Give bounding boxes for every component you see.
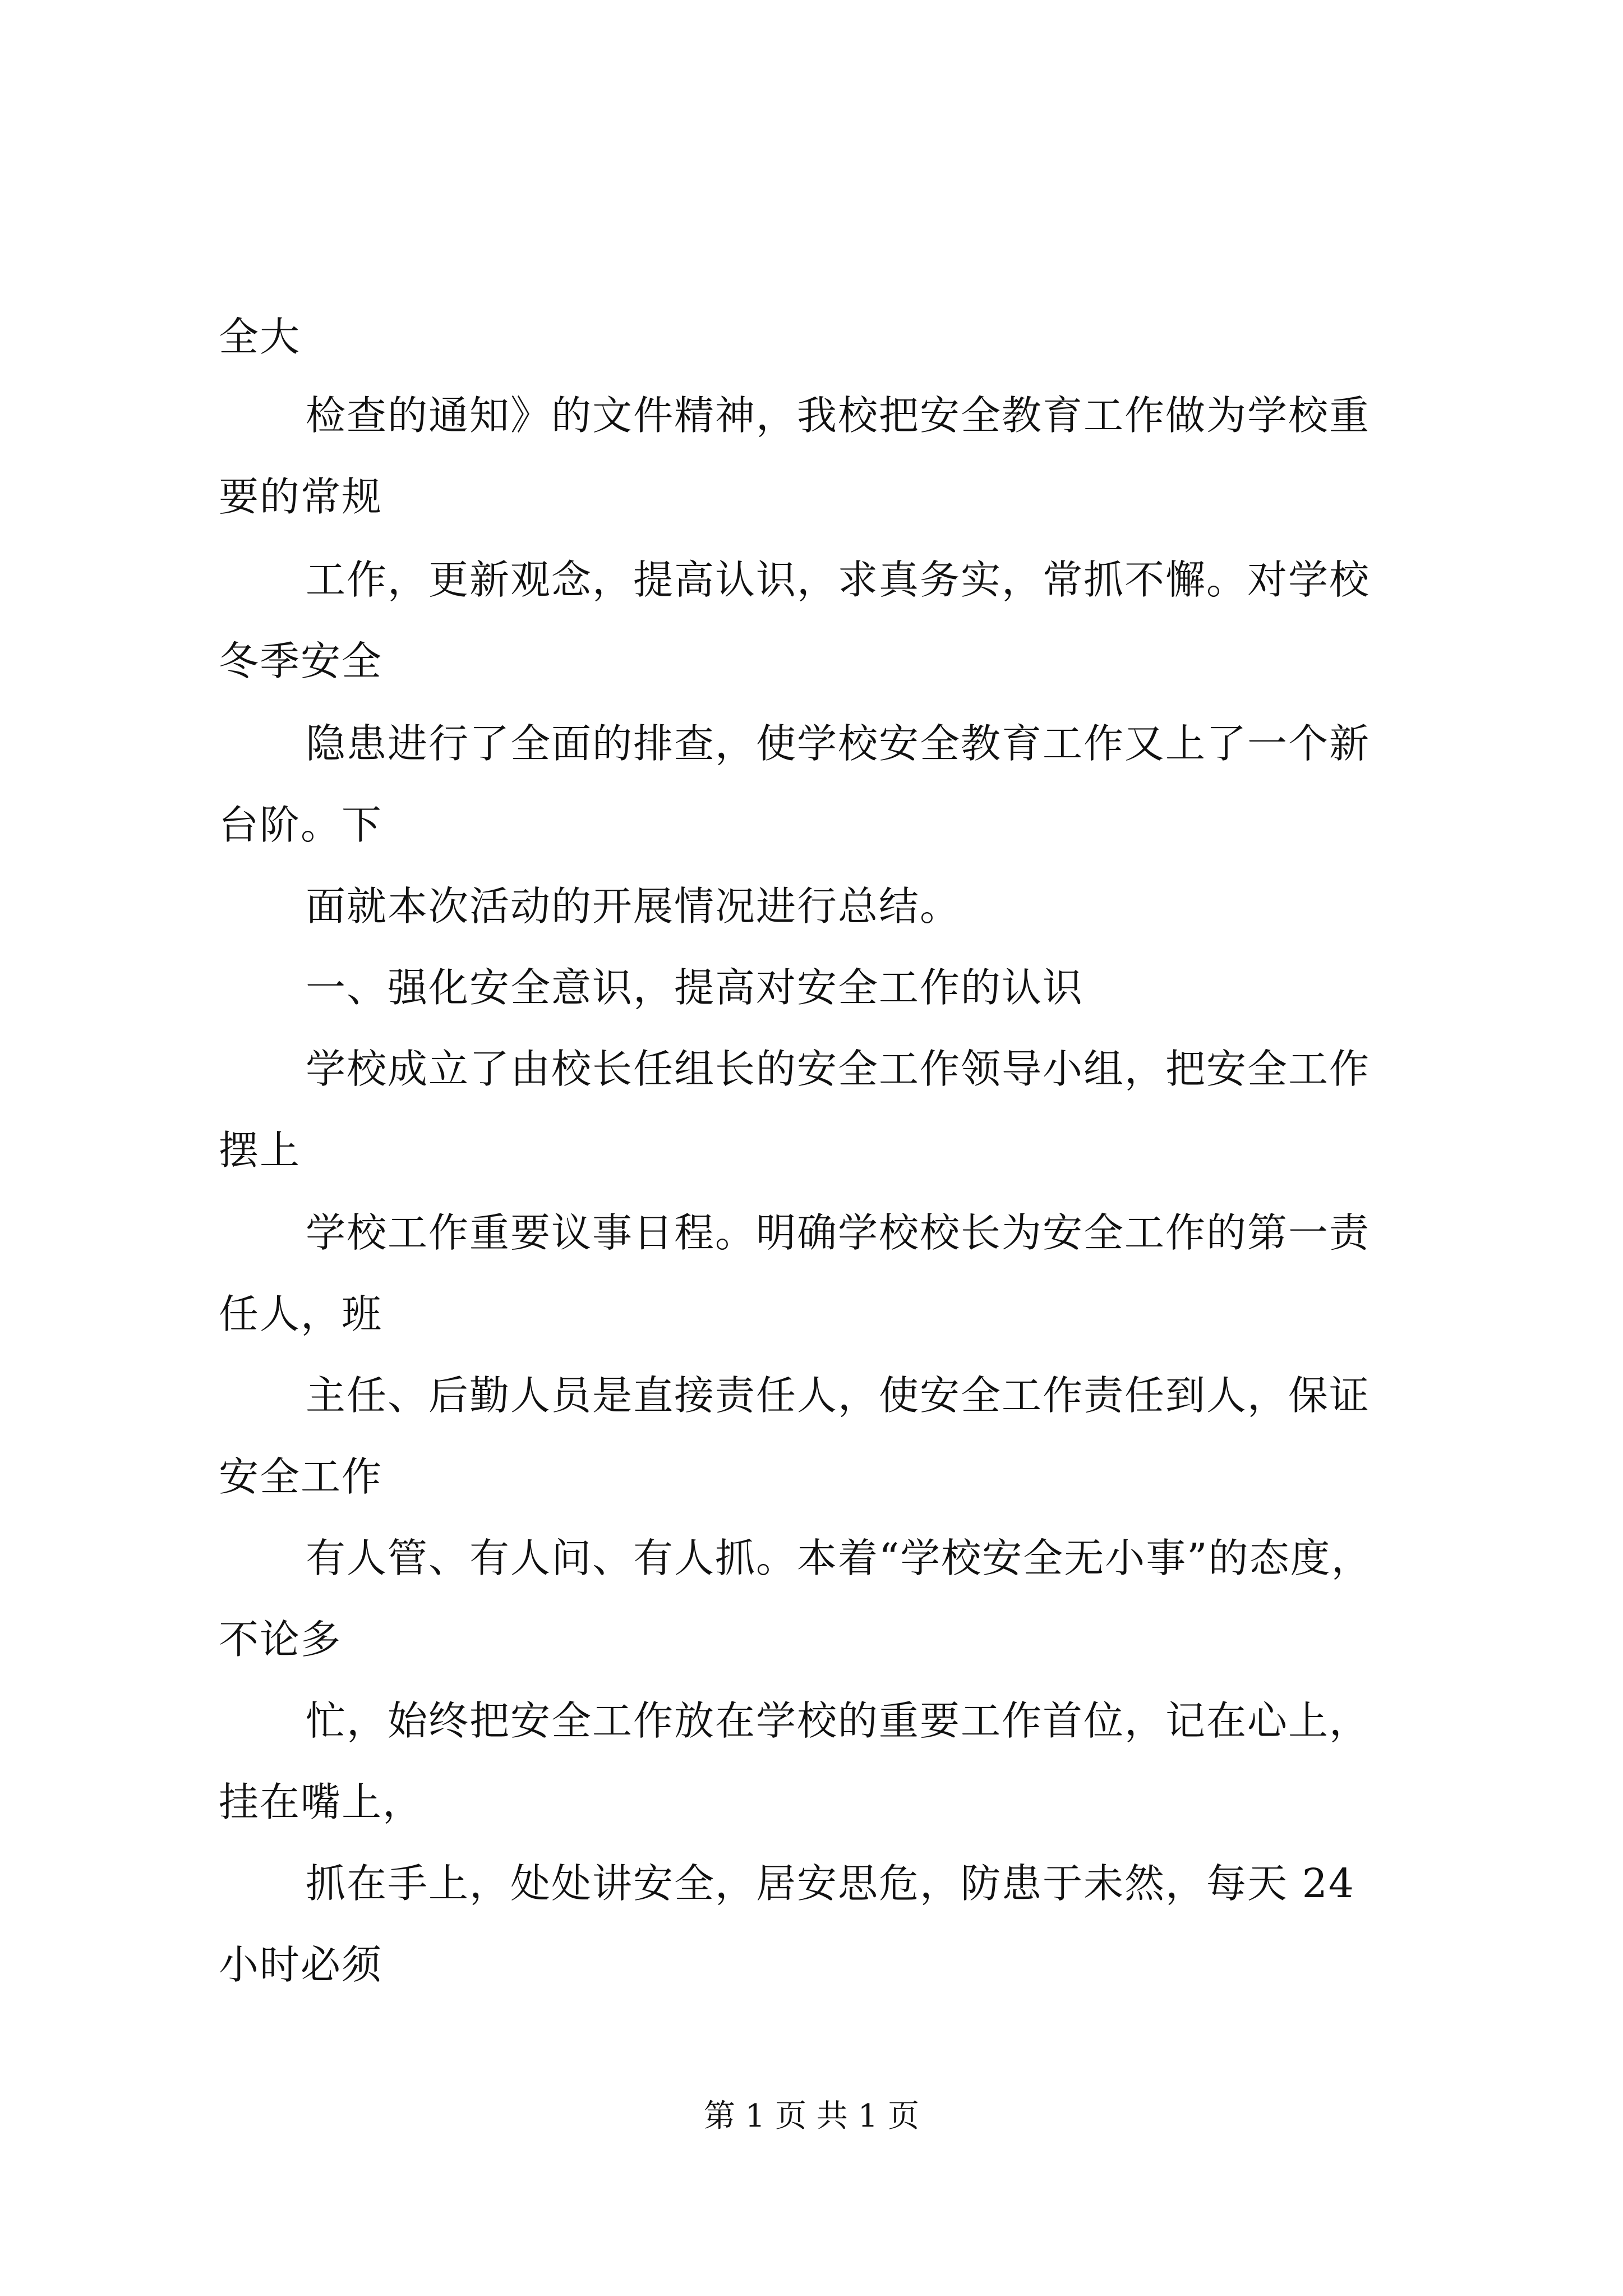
text-line: 检查的通知》的文件精神，我校把安全教育工作做为学校重 — [306, 392, 1371, 439]
section-heading: 一、强化安全意识，提高对安全工作的认识 — [306, 964, 1084, 1011]
text-line: 挂在嘴上， — [219, 1779, 424, 1825]
text-line: 冬季安全 — [219, 638, 383, 684]
text-line: 隐患进行了全面的排查，使学校安全教育工作又上了一个新 — [306, 720, 1371, 767]
text-line: 面就本次活动的开展情况进行总结。 — [306, 883, 961, 930]
text-line: 工作，更新观念，提高认识，求真务实，常抓不懈。对学校 — [306, 556, 1371, 603]
text-line: 全大 — [219, 314, 301, 360]
text-line: 摆上 — [219, 1127, 301, 1174]
text-line: 学校成立了由校长任组长的安全工作领导小组，把安全工作 — [306, 1046, 1371, 1092]
text-line: 抓在手上，处处讲安全，居安思危，防患于未然，每天 24 — [306, 1860, 1355, 1907]
text-line: 任人，班 — [219, 1291, 383, 1337]
text-line: 忙，始终把安全工作放在学校的重要工作首位，记在心上， — [306, 1697, 1371, 1744]
text-line: 要的常规 — [219, 473, 383, 520]
text-line: 小时必须 — [219, 1941, 383, 1988]
page-footer: 第 1 页 共 1 页 — [703, 2098, 920, 2134]
text-line: 学校工作重要议事日程。明确学校校长为安全工作的第一责 — [306, 1209, 1371, 1256]
text-line: 安全工作 — [219, 1453, 383, 1500]
text-line: 有人管、有人问、有人抓。本着“学校安全无小事”的态度， — [306, 1535, 1372, 1581]
text-line: 主任、后勤人员是直接责任人，使安全工作责任到人，保证 — [306, 1372, 1371, 1419]
text-line: 不论多 — [219, 1616, 342, 1663]
text-line: 台阶。下 — [219, 802, 383, 848]
